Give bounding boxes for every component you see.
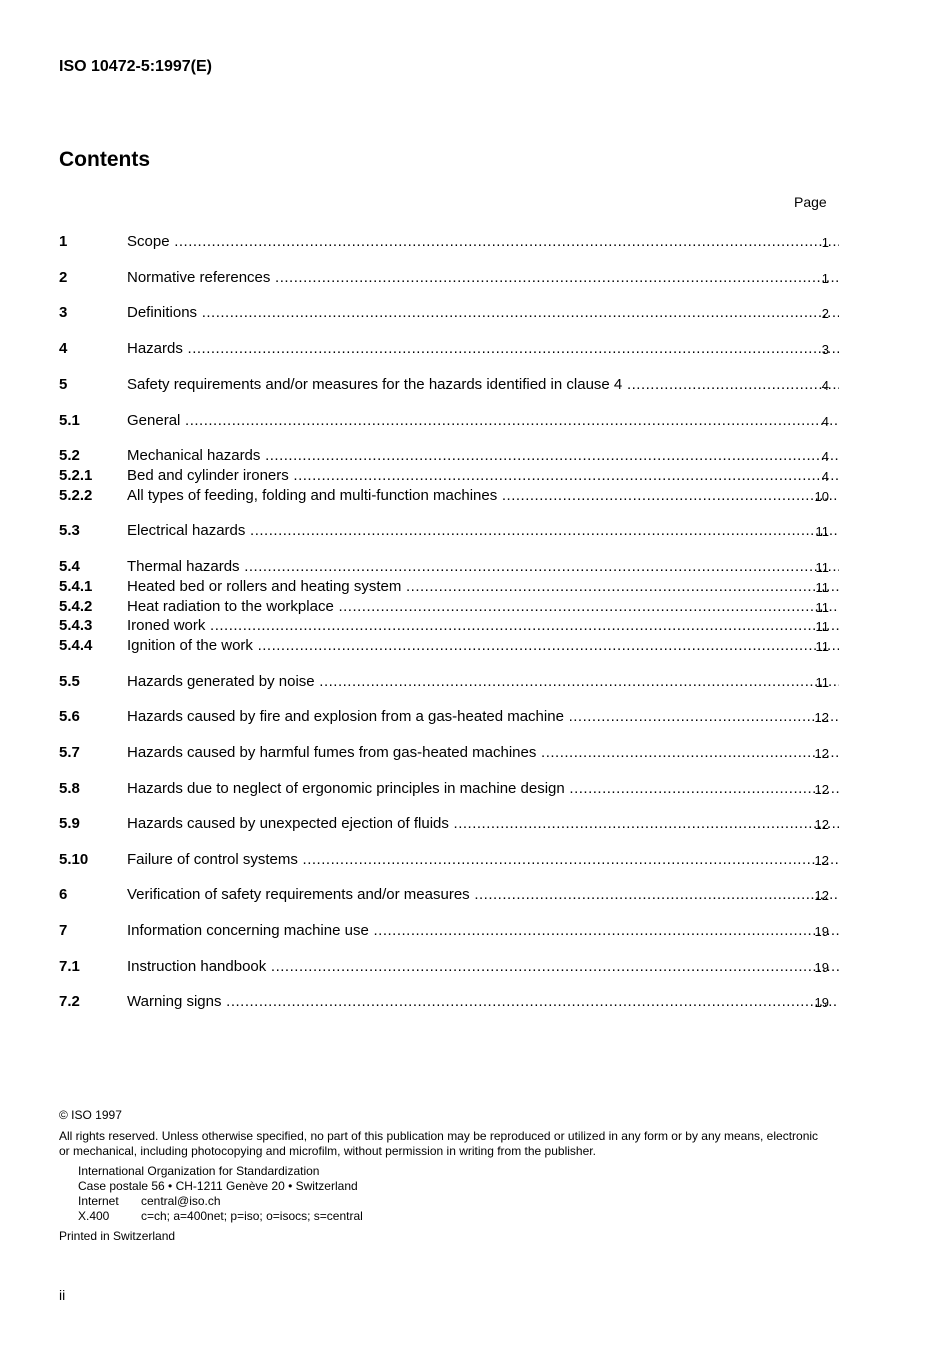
toc-entry-number: 3	[59, 304, 68, 321]
toc-entry-page: 11	[815, 580, 829, 595]
toc-entry-number: 6	[59, 886, 68, 903]
rights-line-2: or mechanical, including photocopying and microfilm, without permission in writing from the publisher.	[59, 1144, 596, 1158]
toc-entry-title: Thermal hazards .....	[127, 557, 839, 577]
toc-entry-title: Hazards caused by harmful fumes from gas-heated machines .....	[127, 743, 839, 763]
toc-entry-page: 11	[815, 560, 829, 575]
toc-entry-title: Safety requirements and/or measures for the hazards identified in clause 4 .....	[127, 375, 839, 395]
toc-entry-page: 12	[814, 782, 829, 797]
toc-entry-page: 12	[814, 746, 829, 761]
toc-entry	[59, 672, 829, 692]
toc-entry-number: 5.4.4	[59, 637, 93, 654]
toc-entry-number: 5.4.2	[59, 598, 93, 615]
toc-entry-number: 2	[59, 269, 68, 286]
toc-entry	[59, 303, 829, 323]
toc-entry-page: 4	[821, 469, 829, 484]
toc-entry	[59, 466, 829, 486]
x400-value: c=ch; a=400net; p=iso; o=isocs; s=central	[141, 1209, 363, 1223]
toc-entry-page: 12	[814, 888, 829, 903]
toc-entry-number: 4	[59, 340, 68, 357]
toc-entry	[59, 921, 829, 941]
toc-entry	[59, 577, 829, 597]
toc-entry-number: 5.4.1	[59, 578, 93, 595]
toc-entry	[59, 375, 829, 395]
toc-entry-number: 5.6	[59, 708, 80, 725]
toc-entry	[59, 557, 829, 577]
toc-entry	[59, 814, 829, 834]
toc-entry-number: 5.2	[59, 447, 80, 464]
toc-entry-title: Hazards .....	[127, 339, 839, 359]
toc-entry-title: Scope .....	[127, 232, 839, 252]
toc-entry-page: 4	[821, 449, 829, 464]
toc-entry-page: 11	[815, 600, 829, 615]
toc-entry-number: 5.3	[59, 522, 80, 539]
toc-entry-page: 19	[814, 960, 829, 975]
toc-entry	[59, 411, 829, 431]
toc-entry-page: 19	[814, 924, 829, 939]
toc-entry-number: 5.7	[59, 744, 80, 761]
toc-entry-title: Information concerning machine use .....	[127, 921, 839, 941]
toc-entry	[59, 268, 829, 288]
toc-entry-number: 5.10	[59, 851, 89, 868]
toc-entry-number: 1	[59, 233, 68, 250]
toc-entry-title: All types of feeding, folding and multi-function machines .....	[127, 486, 839, 506]
toc-entry-page: 11	[815, 675, 829, 690]
toc-entry	[59, 957, 829, 977]
toc-entry-title: Failure of control systems .....	[127, 850, 839, 870]
toc-entry-page: 4	[821, 378, 829, 393]
contents-title: Contents	[59, 148, 150, 171]
toc-entry-number: 7.1	[59, 958, 80, 975]
internet-label: Internet	[78, 1194, 119, 1208]
copyright-notice: © ISO 1997	[59, 1108, 122, 1122]
toc-entry-title: Hazards generated by noise .....	[127, 672, 839, 692]
toc-entry-page: 10	[814, 489, 829, 504]
toc-entry-title: Hazards caused by unexpected ejection of fluids .....	[127, 814, 839, 834]
org-address: Case postale 56 • CH-1211 Genève 20 • Switzerland	[78, 1179, 358, 1193]
internet-value: central@iso.ch	[141, 1194, 221, 1208]
toc-entry	[59, 743, 829, 763]
toc-entry-title: Bed and cylinder ironers .....	[127, 466, 839, 486]
toc-entry	[59, 339, 829, 359]
toc-entry-title: Ignition of the work .....	[127, 636, 839, 656]
toc-entry-page: 11	[815, 524, 829, 539]
printed-in: Printed in Switzerland	[59, 1229, 176, 1243]
toc-entry	[59, 885, 829, 905]
toc-entry-page: 1	[821, 235, 829, 250]
toc-entry	[59, 850, 829, 870]
toc-entry-title: Hazards due to neglect of ergonomic principles in machine design .....	[127, 779, 839, 799]
toc-entry-page: 11	[815, 639, 829, 654]
toc-entry	[59, 521, 829, 541]
toc-entry-page: 12	[814, 817, 829, 832]
toc-entry-page: 12	[814, 853, 829, 868]
toc-entry-page: 19	[814, 995, 829, 1010]
toc-entry-number: 5.4.3	[59, 617, 93, 634]
toc-entry-title: Hazards caused by fire and explosion from a gas-heated machine .....	[127, 707, 839, 727]
toc-entry	[59, 597, 829, 617]
toc-entry	[59, 707, 829, 727]
toc-entry	[59, 636, 829, 656]
toc-entry-title: Definitions .....	[127, 303, 839, 323]
org-name: International Organization for Standardization	[78, 1164, 320, 1178]
toc-entry-title: Electrical hazards .....	[127, 521, 839, 541]
toc-entry-title: General .....	[127, 411, 839, 431]
x400-label: X.400	[78, 1209, 110, 1223]
page-number: ii	[59, 1287, 66, 1303]
toc-entry	[59, 779, 829, 799]
toc-entry-number: 7	[59, 922, 68, 939]
toc-entry-title: Verification of safety requirements and/or measures .....	[127, 885, 839, 905]
toc-entry-title: Heated bed or rollers and heating system .....	[127, 577, 839, 597]
toc-entry-page: 3	[821, 342, 829, 357]
toc-entry-title: Heat radiation to the workplace .....	[127, 597, 839, 617]
toc-entry-page: 4	[821, 414, 829, 429]
toc-entry	[59, 446, 829, 466]
toc-entry-number: 5.9	[59, 815, 80, 832]
toc-entry-page: 12	[814, 710, 829, 725]
toc-entry-page: 2	[821, 306, 829, 321]
toc-entry-number: 5.2.2	[59, 487, 93, 504]
toc-entry	[59, 232, 829, 252]
toc-entry-page: 1	[821, 271, 829, 286]
toc-entry-number: 5.5	[59, 673, 80, 690]
toc-entry-title: Instruction handbook .....	[127, 957, 839, 977]
toc-entry-title: Normative references .....	[127, 268, 839, 288]
toc-entry	[59, 486, 829, 506]
toc-entry	[59, 616, 829, 636]
toc-entry-page: 11	[815, 619, 829, 634]
toc-entry-number: 5.8	[59, 780, 80, 797]
rights-line-1: All rights reserved. Unless otherwise specified, no part of this publication may be reproduced or utilized in any form or by any means, electronic	[59, 1129, 819, 1143]
toc-entry-title: Ironed work .....	[127, 616, 839, 636]
toc-entry-number: 7.2	[59, 993, 80, 1010]
toc-entry-title: Warning signs .....	[127, 992, 839, 1012]
document-id: ISO 10472-5:1997(E)	[59, 58, 212, 75]
toc-entry-number: 5.2.1	[59, 467, 93, 484]
toc-entry-number: 5	[59, 376, 68, 393]
toc-entry-title: Mechanical hazards .....	[127, 446, 839, 466]
toc-entry-number: 5.4	[59, 558, 80, 575]
toc-entry-number: 5.1	[59, 412, 80, 429]
toc-entry	[59, 992, 829, 1012]
page-column-label: Page	[794, 194, 827, 210]
